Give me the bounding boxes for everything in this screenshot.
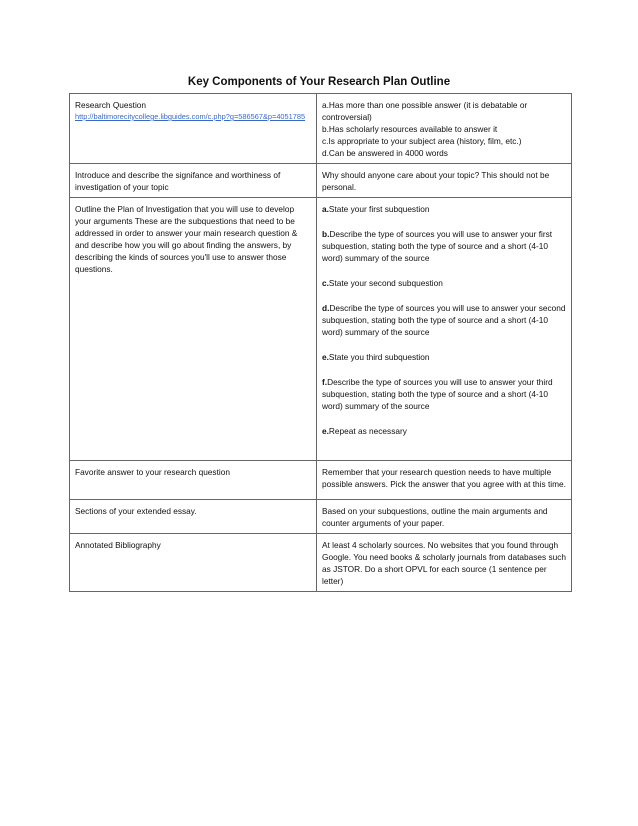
row-label-cell: Favorite answer to your research question — [70, 461, 317, 500]
row-detail-cell: Why should anyone care about your topic? This should not be personal. — [317, 164, 572, 198]
row-label-cell: Annotated Bibliography — [70, 534, 317, 592]
row-detail-cell: At least 4 scholarly sources. No websites that you found through Google. You need books & scholarly journals from databases such as JSTOR. Do a short OPVL for each source (1 sentence per letter) — [317, 534, 572, 592]
criteria-line: d.Can be answered in 4000 words — [322, 148, 448, 158]
criteria-line: a.Has more than one possible answer (it is debatable or controversial) — [322, 100, 528, 122]
row-detail-cell: Based on your subquestions, outline the main arguments and counter arguments of your paper. — [317, 500, 572, 534]
subquestion-item: e.State you third subquestion — [322, 352, 430, 362]
criteria-line: c.Is appropriate to your subject area (history, film, etc.) — [322, 136, 522, 146]
table-row — [70, 94, 572, 164]
subquestion-item: a.State your first subquestion — [322, 204, 430, 214]
subquestion-item: c.State your second subquestion — [322, 278, 443, 288]
row-label: Research Question — [75, 100, 147, 110]
row-label-cell — [70, 94, 317, 164]
row-label-cell: Sections of your extended essay. — [70, 500, 317, 534]
table-row — [70, 198, 572, 461]
subquestion-item: b.Describe the type of sources you will use to answer your first subquestion, stating both the type of source and a short (4-10 word) summary of the source — [322, 229, 553, 263]
row-detail-cell — [317, 94, 572, 164]
row-detail-cell: Remember that your research question needs to have multiple possible answers. Pick the answer that you agree with at this time. — [317, 461, 572, 500]
libguides-link[interactable]: http://baltimorecitycollege.libguides.com/c.php?g=586567&p=4051785 — [75, 112, 306, 121]
table-row — [70, 534, 572, 592]
page-title: Key Components of Your Research Plan Outline — [187, 76, 451, 88]
table-row — [70, 500, 572, 534]
subquestion-item: f.Describe the type of sources you will use to answer your third subquestion, stating both the type of source and a short (4-10 word) summary of the source — [322, 377, 553, 411]
subquestion-item: d.Describe the type of sources you will use to answer your second subquestion, stating both the type of source and a short (4-10 word) summary of the source — [322, 303, 566, 337]
row-label-cell: Outline the Plan of Investigation that you will use to develop your arguments These are the subquestions that need to be addressed in order to answer your main research question & and describe how you will go about finding the answers, by describing the kinds of sources you'll use to answer those questions. — [70, 198, 317, 461]
table-row — [70, 461, 572, 500]
row-label-cell: Introduce and describe the signifance and worthiness of investigation of your topic — [70, 164, 317, 198]
table-row — [70, 164, 572, 198]
outline-table — [69, 93, 572, 592]
subquestion-item: e.Repeat as necessary — [322, 426, 407, 436]
criteria-line: b.Has scholarly resources available to answer it — [322, 124, 498, 134]
row-detail-cell — [317, 198, 572, 461]
